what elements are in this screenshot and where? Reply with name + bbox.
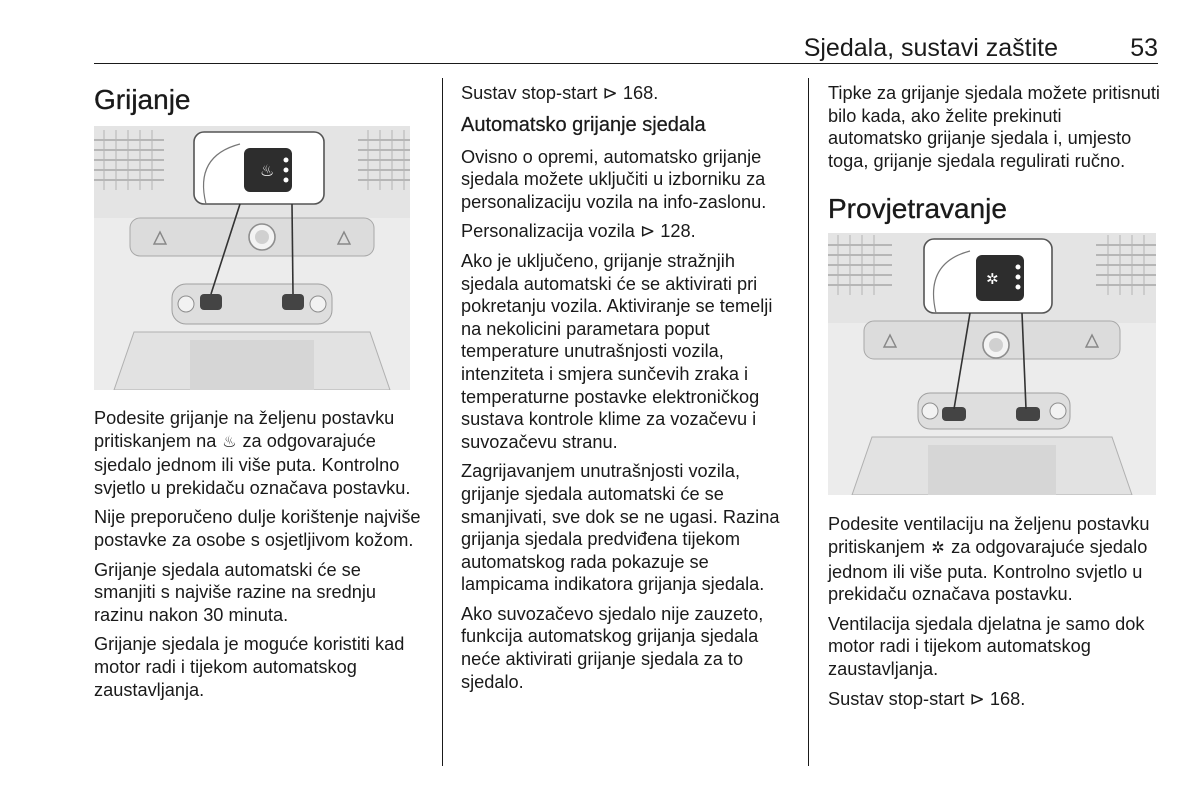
column-3 — [828, 82, 1160, 717]
cross-reference-stop-start-2[interactable]: Sustav stop-start ⊳ 168. — [828, 688, 1026, 709]
paragraph-ventilation-setting: Podesite ventilaciju na željenu postavku pritiskanjem ✲ za odgovarajuće sjedalo jednom ili više puta. Kontrolno svjetlo u prekidaču označava postavku. — [828, 514, 1150, 605]
paragraph-heating-setting: Podesite grijanje na željenu postavku pritiskanjem na ♨ za odgovarajuće sjedalo jednom ili više puta. Kontrolno svjetlo u prekidaču označava postavku. — [94, 408, 411, 498]
triangle-arrow-icon: ⊳ — [639, 221, 656, 242]
paragraph-auto-reduction: Zagrijavanjem unutrašnjosti vozila, grijanje sjedala automatski će se smanjivati, sve dok se ne ugasi. Razina grijanja sjedala predviđena tijekom automatskog rada pokazuje se lampicama indikatora grijanja sjedala. — [461, 461, 780, 595]
column-divider-2 — [808, 78, 809, 766]
header-rule — [94, 63, 1158, 64]
page-number: 53 — [1130, 34, 1158, 62]
svg-text:✲: ✲ — [986, 270, 999, 289]
paragraph-sensitive-skin: Nije preporučeno dulje korištenje najviše postavke za osobe s osjetljivom kožom. — [94, 507, 421, 550]
triangle-arrow-icon: ⊳ — [602, 83, 618, 103]
paragraph-manual-override: Tipke za grijanje sjedala možete pritisnuti bilo kada, ako želite prekinuti automatsko grijanje sjedala i, umjesto toga, grijanje sjedala regulirati ručno. — [828, 83, 1160, 171]
seat-ventilation-buttons-illustration — [828, 233, 1156, 495]
seat-vent-icon: ✲ — [931, 539, 945, 557]
section-heading-grijanje: Grijanje — [94, 84, 191, 115]
section-heading-provjetravanje: Provjetravanje — [828, 193, 1007, 225]
triangle-arrow-icon: ⊳ — [969, 688, 985, 709]
column-2 — [461, 82, 793, 700]
seat-heating-buttons-illustration — [94, 126, 410, 390]
subheading-auto-heating: Automatsko grijanje sjedala — [461, 113, 706, 136]
paragraph-engine-running: Grijanje sjedala je moguće koristiti kad motor radi i tijekom automatskog zaustavljanja. — [94, 634, 405, 700]
paragraph-ventilation-active: Ventilacija sjedala djelatna je samo dok motor radi i tijekom automatskog zaustavljanja. — [828, 613, 1145, 679]
paragraph-auto-heating-menu: Ovisno o opremi, automatsko grijanje sjedala možete uključiti u izborniku za personalizaciju vozila na info-zaslonu. — [461, 146, 767, 212]
paragraph-auto-activation: Ako je uključeno, grijanje stražnjih sjedala automatski će se aktivirati pri pokretanju vozila. Aktiviranje se temelji na nekolicini parametara poput temperature unutrašnjosti vozila, intenziteta i smjera sunčevih zraka i temperaturne postavke elektroničkog sustava kontrole klime za vozačevu i suvozačevu stranu. — [461, 250, 773, 452]
column-1 — [94, 82, 426, 708]
column-divider-1 — [442, 78, 443, 766]
paragraph-passenger-seat: Ako suvozačevo sjedalo nije zauzeto, funkcija automatskog grijanja sjedala neće aktivirati grijanje sjedala za to sjedalo. — [461, 603, 764, 692]
paragraph-auto-reduce: Grijanje sjedala automatski će se smanjiti s najviše razine na srednju razinu nakon 30 minuta. — [94, 559, 377, 625]
chapter-title: Sjedala, sustavi zaštite — [803, 34, 1058, 62]
cross-reference-personalization[interactable]: Personalizacija vozila ⊳ 128. — [461, 221, 696, 242]
seat-heat-icon: ♨ — [222, 433, 237, 451]
svg-text:♨: ♨ — [260, 161, 275, 180]
cross-reference-stop-start[interactable]: Sustav stop-start ⊳ 168. — [461, 83, 659, 103]
